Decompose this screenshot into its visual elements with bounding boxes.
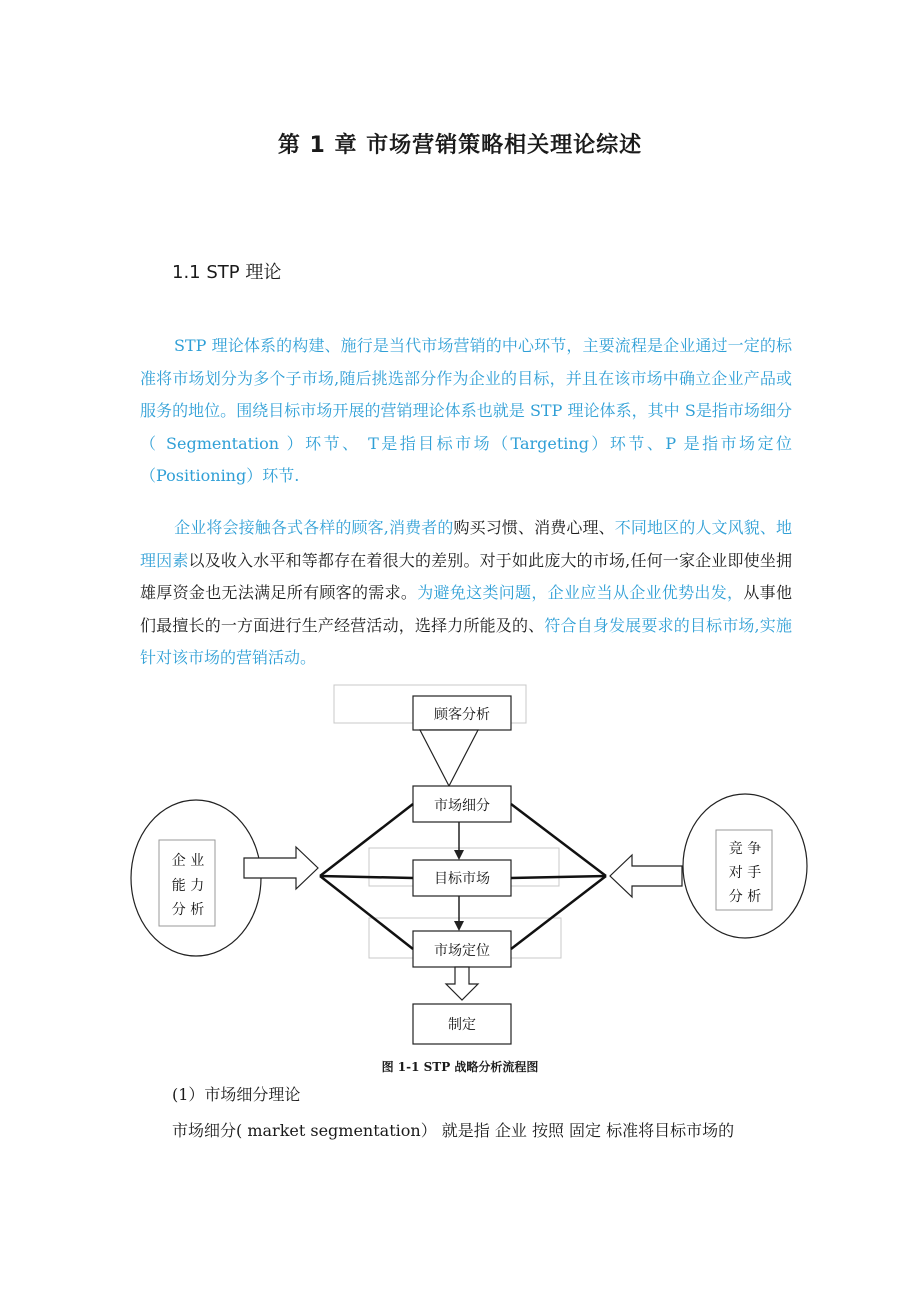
company-line2: 能 力 [171,878,205,894]
positioning-label: 市场定位 [434,943,490,959]
paragraph-stp-intro-text: STP 理论体系的构建、施行是当代市场营销的中心环节，主要流程是企业通过一定的标准将市场划分为多个子市场,随后挑选部分作为企业的目标，并且在该市场中确立企业产品或服务的地位。围绕目标市场开展的营销理论体系也就是 STP 理论体系，其中 S是指市场细分（ Segmentation ）环节、 T是指目标市场（Targeting）环节、P 是指市场定位（Positioning）环节. [140,336,792,485]
diamond-left-mid [320,876,413,878]
para2-part2: 购买习惯、消费心理、 [453,518,615,537]
diamond-left-bottom [320,876,413,949]
block-arrow-down [446,967,478,1000]
targeting-label: 目标市场 [434,871,490,887]
diamond-right-mid [511,876,606,878]
chapter-title: 第 1 章 市场营销策略相关理论综述 [277,133,643,158]
competitor-line1: 竞 争 [728,841,762,857]
arrow-seg-target-head [454,850,464,860]
diamond-right-bottom [511,876,606,949]
para2-part7: 符合自身发展要求的目标市场,实施针对该市场的营销活动。 [140,615,792,667]
formulate-label: 制定 [448,1017,476,1033]
last-line: 市场细分( market segmentation） 就是指 企业 按照 固定 标准将目标市场的 [172,1121,735,1140]
customer-analysis-label: 顾客分析 [434,707,490,723]
para2-part6: 从事他们最擅长的一方面进行生产经营活动，选择力所能及的、 [140,583,792,635]
section-title: 1.1 STP 理论 [172,262,282,283]
para2-part4: 以及收入水平和等都存在着很大的差别。对于如此庞大的市场,任何一家企业即使坐拥雄厚资金也无法满足所有顾客的需求。 [140,550,792,602]
down-triangle-arrow [420,730,478,786]
diamond-left-top [320,804,413,876]
segmentation-label: 市场细分 [434,798,490,814]
competitor-line3: 分 析 [728,889,762,905]
company-line3: 分 析 [171,902,205,918]
para2-part3: 不同地区的人文风貌、地理因素 [140,518,792,570]
para2-part5: 为避免这类问题，企业应当从企业优势出发， [417,583,744,602]
company-line1: 企 业 [171,853,205,869]
subsection-title: (1）市场细分理论 [172,1085,301,1104]
competitor-line2: 对 手 [728,865,762,881]
right-hollow-arrow [610,855,682,897]
figure-caption: 图 1-1 STP 战略分析流程图 [381,1060,539,1074]
para2-part1: 企业将会接触各式各样的顾客,消费者的 [174,518,454,537]
arrow-target-position-head [454,921,464,931]
